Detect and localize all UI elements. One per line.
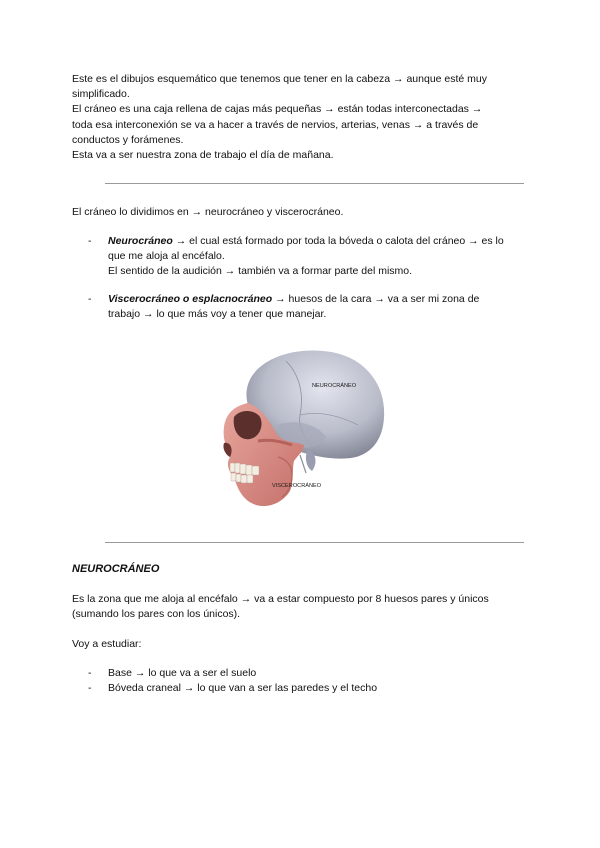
intro-line: toda esa interconexión se va a hacer a través de nervios, arterias, venas → a través de	[72, 118, 479, 131]
bullet-dash: -	[88, 682, 92, 694]
bullet-dash: -	[88, 667, 92, 679]
section-paragraph	[72, 592, 532, 622]
bullet-text: trabajo → lo que más voy a tener que manejar.	[108, 308, 327, 321]
list-item-boveda	[88, 681, 528, 696]
label-neurocraneo: NEUROCRÁNEO	[312, 383, 357, 389]
bullet-neurocraneo	[88, 234, 528, 280]
section-line: (sumando los pares con los únicos).	[72, 608, 241, 621]
study-label: Voy a estudiar:	[72, 638, 142, 650]
intro-line: conductos y forámenes.	[72, 133, 184, 146]
intro-line: simplificado.	[72, 88, 130, 101]
bullet-dash: -	[88, 293, 92, 305]
list-item-base	[88, 666, 528, 681]
intro-line: Este es el dibujos esquemático que tenemos que tener en la cabeza → aunque esté muy	[72, 73, 488, 85]
intro-paragraph	[72, 72, 532, 163]
bullet-viscerocraneo	[88, 292, 528, 322]
skull-illustration	[208, 345, 390, 513]
intro-line: Esta va a ser nuestra zona de trabajo el día de mañana.	[72, 149, 334, 162]
list-item-text: Base → lo que va a ser el suelo	[108, 667, 257, 679]
term-neurocraneo: Neurocráneo	[108, 235, 173, 247]
bullet-dash: -	[88, 235, 92, 247]
bullet-text: → el cual está formado por toda la bóveda o calota del cráneo → es lo	[172, 235, 504, 247]
skull-figure	[208, 345, 390, 513]
term-viscerocraneo: Viscerocráneo o esplacnocráneo	[108, 293, 273, 305]
section-line: Es la zona que me aloja al encéfalo → va a estar compuesto por 8 huesos pares y únicos	[72, 593, 489, 605]
horizontal-divider	[105, 542, 524, 543]
bullet-text: que me aloja al encéfalo.	[108, 250, 225, 263]
section-heading: NEUROCRÁNEO	[72, 563, 160, 575]
division-text: El cráneo lo dividimos en → neurocráneo y viscerocráneo.	[72, 206, 344, 218]
intro-line: El cráneo es una caja rellena de cajas más pequeñas → están todas interconectadas →	[72, 103, 483, 116]
label-viscerocraneo: VISCEROCRÁNEO	[272, 483, 322, 489]
list-item-text: Bóveda craneal → lo que van a ser las paredes y el techo	[108, 682, 378, 694]
bullet-text: El sentido de la audición → también va a formar parte del mismo.	[108, 265, 413, 278]
horizontal-divider	[105, 183, 524, 184]
bullet-text: → huesos de la cara → va a ser mi zona de	[272, 293, 480, 305]
